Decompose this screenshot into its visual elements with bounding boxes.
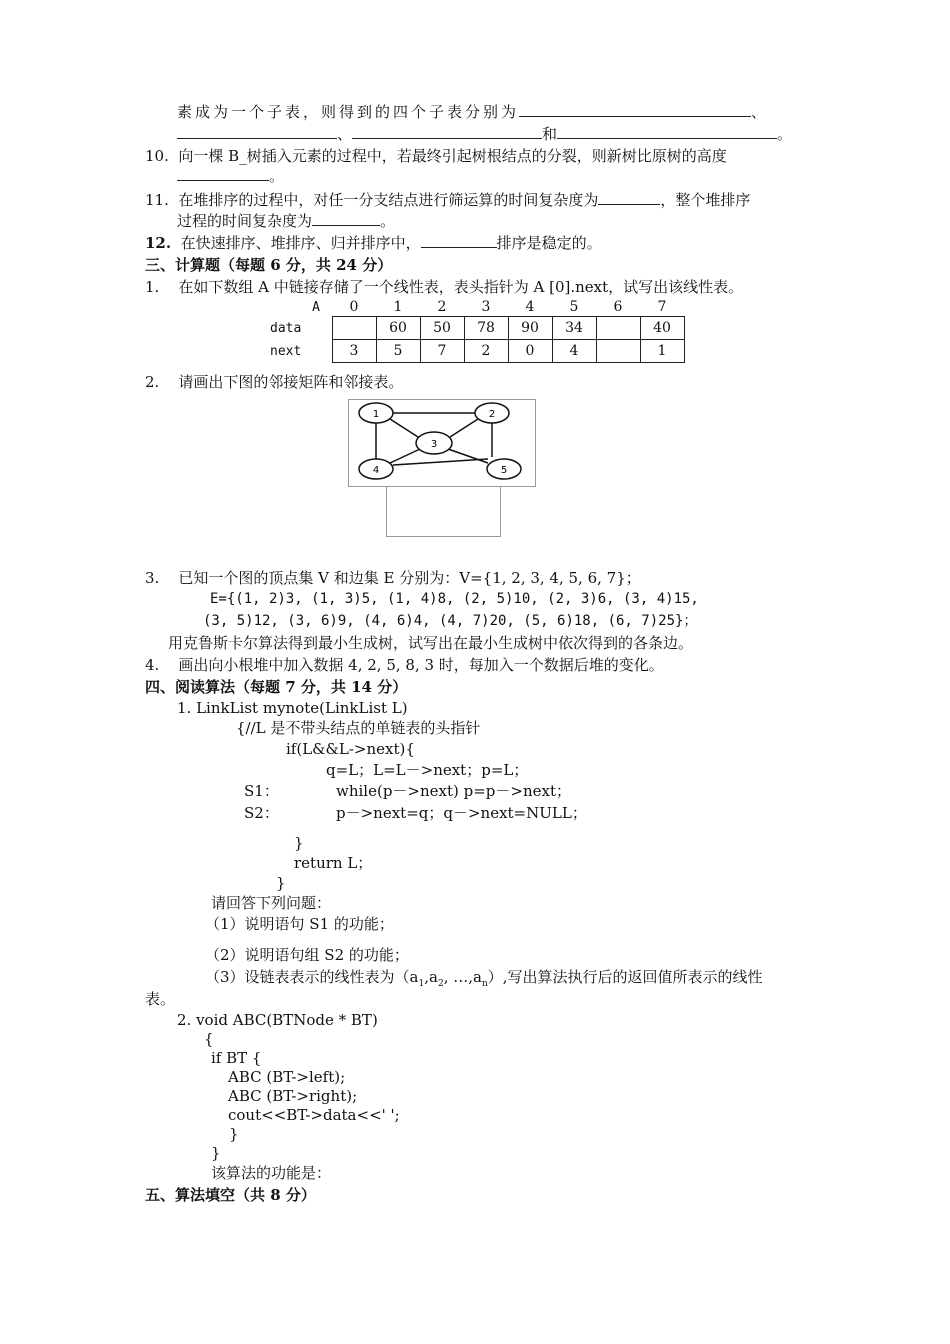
graph-node-2: [475, 403, 509, 423]
graph-node-3: [416, 432, 452, 454]
next-row: next 3 5 7 2 0 4 1: [270, 340, 684, 363]
edge-2-3: [450, 419, 478, 437]
read-q1-item-1: （1）说明语句 S1 的功能；: [205, 915, 394, 933]
answer-blank[interactable]: [598, 190, 660, 205]
code-line: cout<<BT->data<<' ';: [228, 1106, 400, 1124]
answer-blank[interactable]: [177, 166, 269, 181]
edge-3-4: [390, 449, 420, 463]
calc-q1: 1. 在如下数组 A 中链接存储了一个线性表，表头指针为 A [0].next，试写出该线性表。: [145, 278, 744, 296]
svg-text:3: 3: [430, 439, 438, 450]
read-q1-head: 1. LinkList mynote(LinkList L): [177, 699, 408, 717]
read-q1-ask: 请回答下列问题：: [211, 894, 332, 912]
index-row: A 0 1 2 3 4 5 6 7: [312, 299, 667, 315]
code-line: return L；: [294, 854, 373, 872]
calc-q3-edges-1: E={(1, 2)3, (1, 3)5, (1, 4)8, (2, 5)10, (2, 3)6, (3, 4)15,: [210, 591, 699, 607]
answer-blank[interactable]: [177, 124, 337, 139]
section-4-title: 四、阅读算法（每题 7 分，共 14 分）: [145, 678, 408, 696]
read-q1-item-3: （3）设链表表示的线性表为（$a_1,a_2$, $\dots,a_n$）,写出算法执行后的返回值所表示的线性: [205, 968, 763, 989]
section-3-title: 三、计算题（每题 6 分，共 24 分）: [145, 256, 393, 274]
code-line: }: [276, 874, 286, 892]
code-label-s2: S2：: [244, 804, 279, 822]
graph-node-4: [359, 459, 393, 479]
svg-text:1: 1: [372, 409, 380, 420]
read-q2-ask: 该算法的功能是：: [211, 1164, 332, 1182]
code-line: p－>next=q；q－>next=NULL；: [336, 804, 587, 822]
edge-4-5: [393, 459, 488, 465]
svg-text:2: 2: [488, 409, 496, 420]
code-line: while(p－>next) p=p－>next；: [336, 782, 572, 800]
diagram-lower-frame: [387, 487, 501, 537]
code-line: }: [211, 1144, 221, 1162]
q11: 11. 在堆排序的过程中，对任一分支结点进行筛运算的时间复杂度为 ，整个堆排序: [145, 191, 751, 209]
code-line: }: [294, 834, 304, 852]
graph-diagram: [348, 399, 536, 539]
q9-line1: 素成为一个子表，则得到的四个子表分别为 、: [177, 103, 767, 121]
answer-blank[interactable]: [421, 233, 497, 248]
calc-q3-prompt: 用克鲁斯卡尔算法得到最小生成树，试写出在最小生成树中依次得到的各条边。: [168, 634, 694, 652]
svg-text:5: 5: [500, 465, 508, 476]
q11-line2: 过程的时间复杂度为 。: [177, 212, 396, 230]
code-label-s1: S1：: [244, 782, 279, 800]
answer-blank[interactable]: [519, 102, 751, 117]
section-5-title: 五、算法填空（共 8 分）: [145, 1186, 316, 1204]
linked-array-table: [270, 298, 685, 363]
calc-q3-edges-2: (3, 5)12, (3, 6)9, (4, 6)4, (4, 7)20, (5, 6)18, (6, 7)25}；: [203, 613, 698, 629]
edge-1-3: [390, 419, 418, 437]
svg-text:4: 4: [372, 465, 380, 476]
code-line: {//L 是不带头结点的单链表的头指针: [236, 719, 481, 737]
answer-blank[interactable]: [312, 211, 380, 226]
code-line: ABC (BT->left);: [228, 1068, 346, 1086]
read-q2-head: 2. void ABC(BTNode * BT): [177, 1011, 378, 1029]
code-line: {: [204, 1030, 214, 1048]
code-line: if BT {: [211, 1049, 262, 1067]
answer-blank[interactable]: [352, 124, 542, 139]
q10: 10. 向一棵 B_树插入元素的过程中，若最终引起树根结点的分裂，则新树比原树的高度: [145, 147, 727, 165]
q10-line2: 。: [177, 166, 284, 186]
code-line: q=L；L=L－>next；p=L；: [326, 761, 529, 779]
calc-q4: 4. 画出向小根堆中加入数据 4, 2, 5, 8, 3 时，每加入一个数据后堆的变化。: [145, 656, 664, 674]
graph-node-1: [359, 403, 393, 423]
calc-q3: 3. 已知一个图的顶点集 V 和边集 E 分别为：V={1, 2, 3, 4, 5, 6, 7}；: [145, 569, 641, 587]
code-line: }: [229, 1125, 239, 1143]
q9-line2: 、 和 。: [177, 124, 792, 144]
code-line: ABC (BT->right);: [228, 1087, 358, 1105]
read-q1-item-3-wrap: 表。: [145, 990, 176, 1008]
code-line: if(L&&L->next){: [286, 740, 415, 758]
graph-node-5: [487, 459, 521, 479]
calc-q2: 2. 请画出下图的邻接矩阵和邻接表。: [145, 373, 404, 391]
read-q1-item-2: （2）说明语句组 S2 的功能；: [205, 946, 409, 964]
answer-blank[interactable]: [557, 124, 777, 139]
q12: 12. 在快速排序、堆排序、归并排序中， 排序是稳定的。: [145, 234, 602, 252]
data-row: data 60 50 78 90 34 40: [270, 317, 684, 340]
